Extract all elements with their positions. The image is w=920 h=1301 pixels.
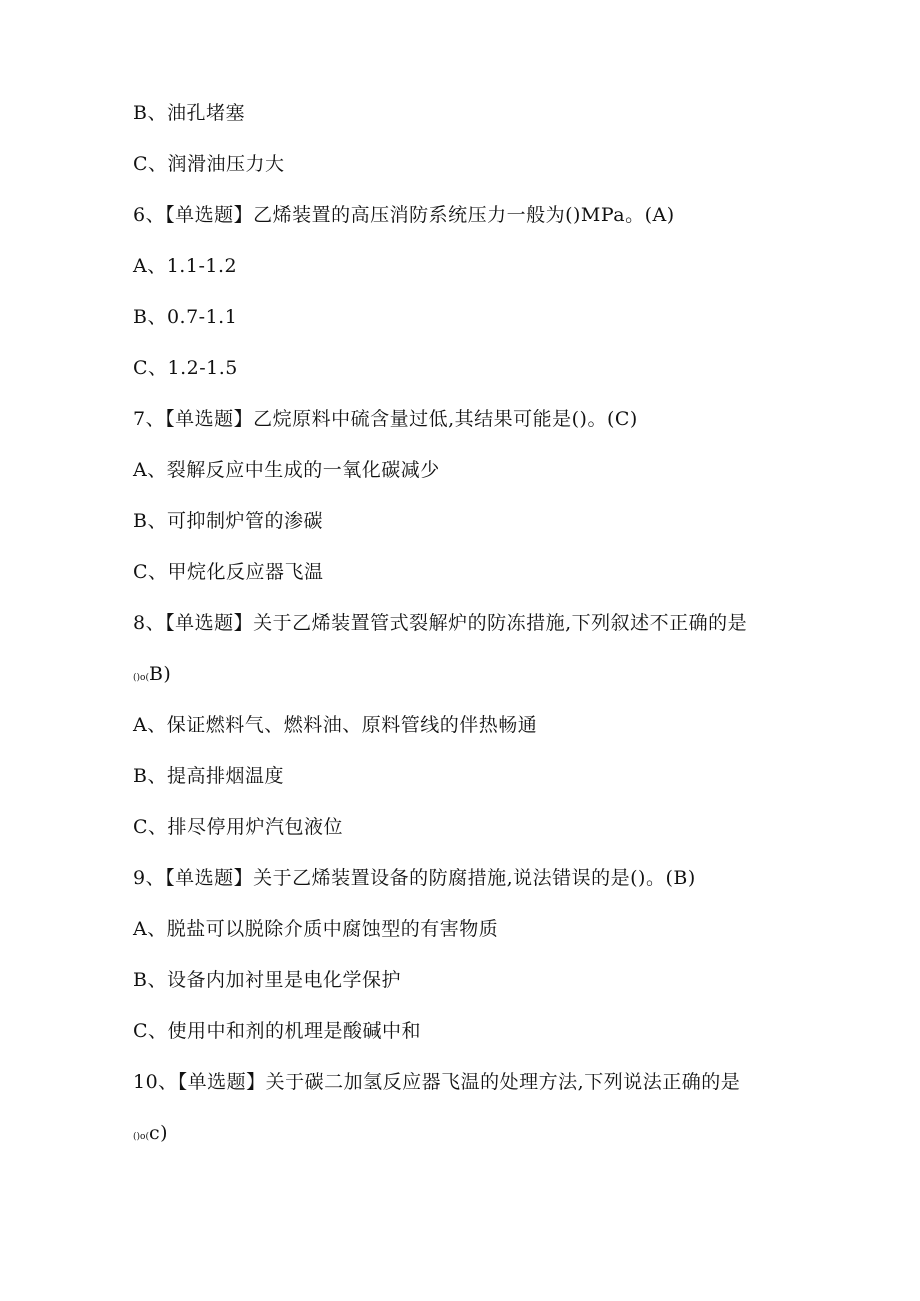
question-continuation — [133, 662, 171, 690]
question-line: 8、【单选题】关于乙烯装置管式裂解炉的防冻措施,下列叙述不正确的是 — [133, 612, 748, 634]
option-line: B、0.7-1.1 — [133, 306, 238, 328]
question-line: 6、【单选题】乙烯装置的高压消防系统压力一般为()MPa。(A) — [133, 204, 675, 226]
option-line: C、使用中和剂的机理是酸碱中和 — [133, 1020, 422, 1042]
answer-prefix: ()o( — [133, 1132, 149, 1142]
option-line: C、甲烷化反应器飞温 — [133, 561, 324, 583]
option-line: B、油孔堵塞 — [133, 102, 245, 124]
option-line: A、保证燃料气、燃料油、原料管线的伴热畅通 — [133, 714, 538, 736]
option-line: B、设备内加衬里是电化学保护 — [133, 969, 401, 991]
option-line: C、1.2-1.5 — [133, 357, 238, 379]
option-line: C、排尽停用炉汽包液位 — [133, 816, 344, 838]
option-line: A、裂解反应中生成的一氧化碳减少 — [133, 459, 440, 481]
answer-prefix: ()o( — [133, 673, 149, 683]
option-line: A、脱盐可以脱除介质中腐蚀型的有害物质 — [133, 918, 499, 940]
question-line: 9、【单选题】关于乙烯装置设备的防腐措施,说法错误的是()。(B) — [133, 867, 696, 889]
question-line: 7、【单选题】乙烷原料中硫含量过低,其结果可能是()。(C) — [133, 408, 638, 430]
option-line: B、可抑制炉管的渗碳 — [133, 510, 323, 532]
option-line: C、润滑油压力大 — [133, 153, 285, 175]
option-line: A、1.1-1.2 — [133, 255, 238, 277]
question-line: 10、【单选题】关于碳二加氢反应器飞温的处理方法,下列说法正确的是 — [133, 1071, 741, 1093]
option-line: B、提高排烟温度 — [133, 765, 284, 787]
answer-text: c) — [148, 1122, 169, 1144]
question-continuation — [133, 1121, 168, 1149]
answer-text: B) — [148, 663, 172, 685]
